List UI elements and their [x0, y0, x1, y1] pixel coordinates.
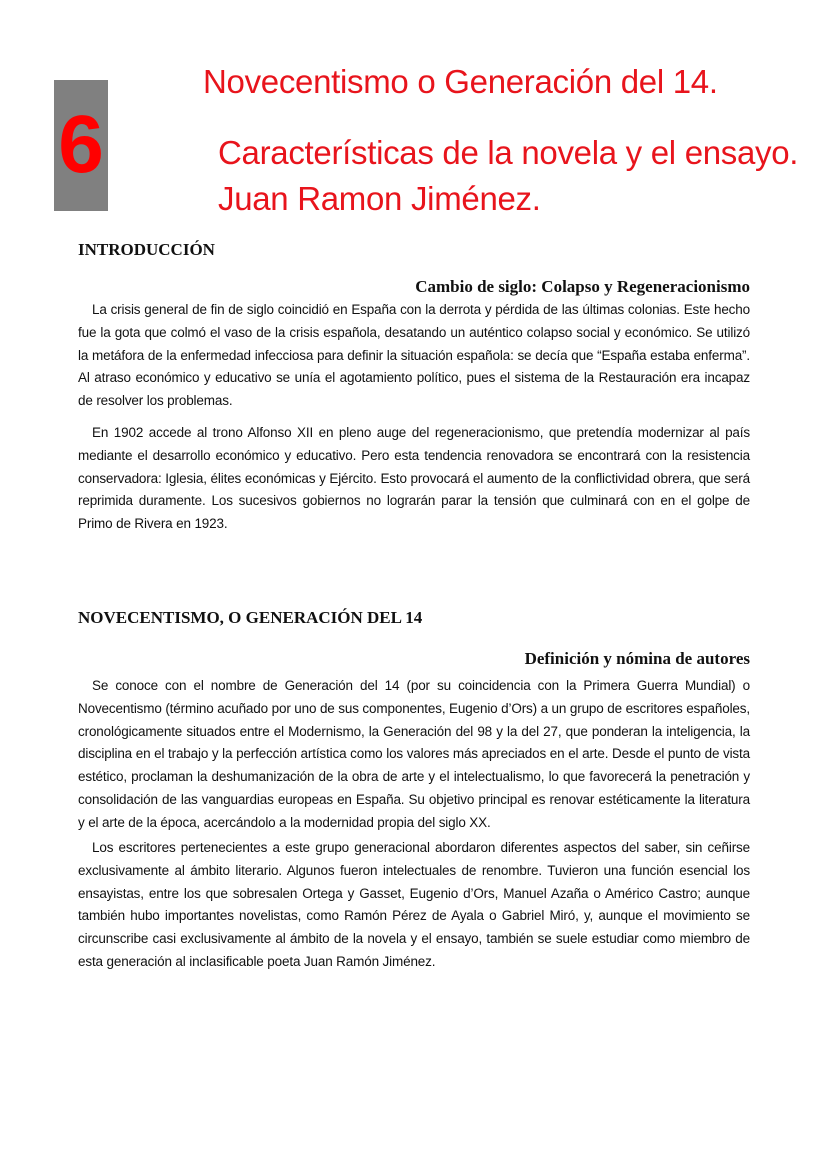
document-subtitle: [218, 130, 798, 222]
subtitle-line-2: Juan Ramon Jiménez.: [218, 180, 541, 217]
subheading-definicion: Definición y nómina de autores: [524, 649, 750, 668]
chapter-number: 6: [58, 99, 104, 190]
paragraph: Se conoce con el nombre de Generación del 14 (por su coincidencia con la Primera Guerra Mundial) o Novecentismo (término acuñado por uno de sus componentes, Eugenio d’Ors) a un grupo de escritores españoles, cronológicamente situados entre el Modernismo, la Generación del 98 y la del 27, que ponderan la inteligencia, la disciplina en el trabajo y la perfección artística como los valores más apreciados en el arte. Desde el punto de vista estético, proclaman la deshumanización de la obra de arte y el intelectualismo, lo que favorecerá la penetración y consolidación de las vanguardias europeas en España. Su objetivo principal es renovar estéticamente la literatura y el arte de la época, acercándolo a la modernidad propia del siglo XX.: [78, 678, 750, 830]
subtitle-line-1: Características de la novela y el ensayo.: [218, 134, 799, 171]
document-title: Novecentismo o Generación del 14.: [203, 63, 718, 100]
section-heading-introduccion: INTRODUCCIÓN: [78, 240, 215, 259]
paragraph: La crisis general de fin de siglo coincidió en España con la derrota y pérdida de las últimas colonias. Este hecho fue la gota que colmó el vaso de la crisis española, desatando un auténtico colapso social y económico. Se utilizó la metáfora de la enfermedad infecciosa para definir la situación española: se decía que “España estaba enferma”. Al atraso económico y educativo se unía el agotamiento político, pues el sistema de la Restauración era incapaz de resolver los problemas.: [78, 302, 750, 409]
paragraph: Los escritores pertenecientes a este grupo generacional abordaron diferentes aspectos del saber, sin ceñirse exclusivamente al ámbito literario. Algunos fueron intelectuales de renombre. Tuvieron una función esencial los ensayistas, entre los que sobresalen Ortega y Gasset, Eugenio d’Ors, Manuel Azaña o Américo Castro; aunque también hubo importantes novelistas, como Ramón Pérez de Ayala o Gabriel Miró, y, aunque el movimiento se circunscribe casi exclusivamente al ámbito de la novela y el ensayo, también se suele estudiar como miembro de esta generación al inclasificable poeta Juan Ramón Jiménez.: [78, 840, 750, 969]
paragraph: En 1902 accede al trono Alfonso XII en pleno auge del regeneracionismo, que pretendía modernizar al país mediante el desarrollo económico y educativo. Pero esta tendencia renovadora se encontrará con la resistencia conservadora: Iglesia, élites económicas y Ejército. Esto provocará el aumento de la conflictividad obrera, que será reprimida duramente. Los sucesivos gobiernos no lograrán parar la tensión que culminará con en el golpe de Primo de Rivera en 1923.: [78, 425, 750, 532]
section-heading-novecentismo: NOVECENTISMO, O GENERACIÓN DEL 14: [78, 608, 423, 627]
subheading-cambio-de-siglo: Cambio de siglo: Colapso y Regeneracionismo: [415, 277, 750, 296]
